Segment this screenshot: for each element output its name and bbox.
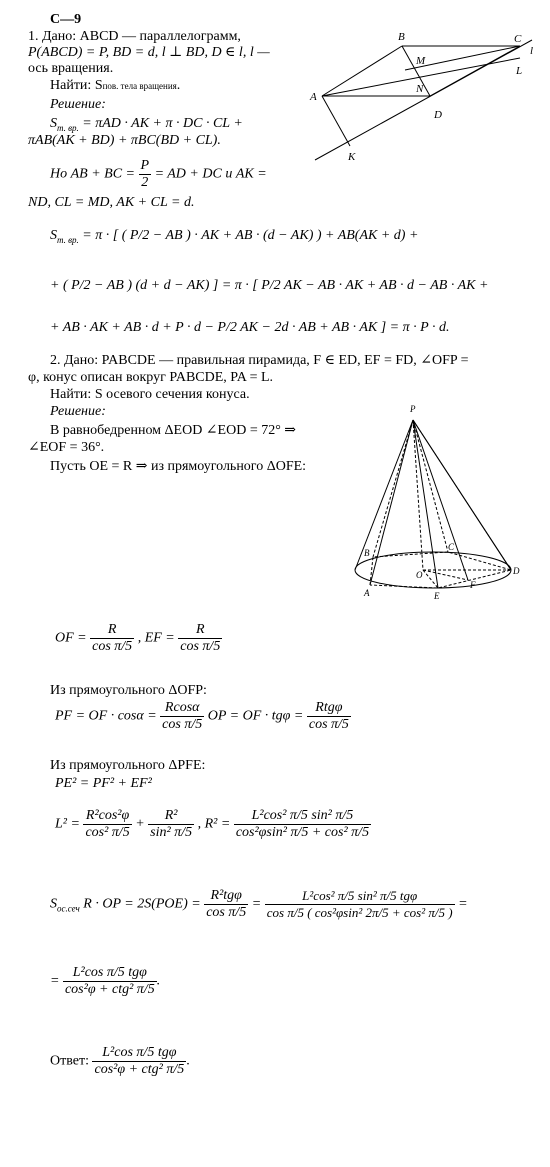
label-L: L [516, 65, 523, 77]
formula-of-ef [55, 622, 222, 655]
label-D2: D [513, 566, 520, 576]
p1-eq-block1: $S_{т. вр.} = \pi$ · [ ( P/2 − AB ) · AK + AB · (d − AK) ) + AB(AK + d) + [50, 228, 419, 245]
eq-sign-3: = [50, 973, 60, 989]
edge-PD [413, 420, 511, 570]
op-label: OP = OF · tgφ = [207, 708, 304, 724]
edge-PC [413, 420, 448, 552]
edge-PA [370, 420, 413, 585]
p2-l2: ∠EOF = 36°. [28, 440, 105, 455]
p1-line1: 1. Дано: ABCD — параллелограмм, [28, 29, 241, 44]
p1-s1a: S [50, 116, 57, 131]
frac-r2tg: $\frac{\text{R²tgφ}}{\text{cos π/5}}$ [206, 888, 247, 920]
ofp-label: Из прямоугольного ΔOFP: [50, 683, 207, 698]
formula-final: = $\frac{\text{L²cos π/5 tgφ}}{\text{cos²φ + ctg² π/5}}$ . [50, 965, 161, 997]
p1-eq-s4: ND, CL = MD, AK + CL = d. [28, 195, 195, 210]
eq-sign: = [251, 896, 262, 912]
label-A: A [310, 91, 317, 103]
figure-cone [348, 402, 518, 602]
ef-label: , EF = [137, 630, 175, 646]
p2-line1: 2. Дано: PABCDE — правильная пирамида, F ∈ ED, EF = FD, ∠OFP = [50, 353, 469, 368]
p1-eq-s2: πAB(AK + BD) + πBC(BD + CL). [28, 133, 221, 148]
formula-l2: L² = $\frac{\text{R²cos²φ}}{\text{cos² π/5}}$ + $\frac{\text{R²}}{\text{sin² π/5}}$ , R² = $\frac{\text{L²cos² π/5 sin² π/5}}{\text{cos²φsin² π/5 + cos² π/5}}$ [55, 808, 370, 840]
sos-b: R · OP = 2S(POE) = [83, 896, 201, 912]
frac-R-cos: $\frac{R}{\text{cos π/5}}$ [92, 622, 133, 654]
formula-sos [50, 888, 468, 921]
label-O: O [416, 570, 423, 580]
pfe-label: Из прямоугольного ΔPFE: [50, 758, 206, 773]
label-l: l [530, 45, 534, 57]
eq-sign-2: = [458, 896, 468, 912]
pe2-eq: PE² = PF² + EF² [55, 776, 152, 791]
label-E: E [434, 591, 440, 601]
p1-s3b: = AD + DC и AK = [154, 166, 267, 182]
sos-sub: ос.сеч [57, 903, 80, 914]
frac-r2cos2phi: $\frac{\text{R²cos²φ}}{\text{cos² π/5}}$ [85, 808, 130, 840]
of-label: OF = [55, 630, 87, 646]
formula-pf-op [55, 700, 351, 733]
label-F: F [470, 580, 476, 590]
label-C: C [514, 33, 522, 45]
label-K: K [348, 151, 356, 163]
sos-label: S [50, 896, 57, 912]
label-N: N [416, 83, 424, 95]
frac-answer: $\frac{\text{L²cos π/5 tgφ}}{\text{cos²φ + ctg² π/5}}$ [94, 1045, 185, 1077]
p1-s3a: Но AB + BC = [50, 166, 135, 182]
p1-line2: P(ABCD) = P, BD = d, l ⊥ BD, D ∈ l, l — [28, 45, 270, 60]
p2-l1: В равнобедренном ΔEOD ∠EOD = 72° ⇒ [50, 423, 297, 438]
frac-r2-sin2: $\frac{\text{R²}}{\text{sin² π/5}}$ [150, 808, 193, 840]
frac-rcosa: $\frac{Rcos\alpha}{\text{cos π/5}}$ [162, 700, 203, 732]
figure-parallelogram [310, 28, 540, 198]
p1-find [50, 78, 180, 94]
p1-eq-block2: + ( P/2 − AB ) (d + d − AK) ] = π · [ P/2 AK − AB · AK + AB · d − AB · AK + [50, 278, 489, 293]
frac-rtg: $\frac{\text{Rtgφ}}{\text{cos π/5}}$ [308, 700, 349, 732]
label-B: B [398, 31, 405, 43]
p1-eq-s3 [50, 158, 267, 191]
p1-find-dot: . [176, 78, 181, 93]
frac-r2-result: $\frac{\text{L²cos² π/5 sin² π/5}}{\text{cos²φsin² π/5 + cos² π/5}}$ [235, 808, 370, 840]
p2-l3: Пусть OE = R ⇒ из прямоугольного ΔOFE: [50, 459, 307, 474]
r2-label: , R² = [197, 816, 231, 832]
height-PO [413, 420, 423, 570]
edge-PE [413, 420, 438, 588]
frac-final: $\frac{\text{L²cos π/5 tgφ}}{\text{cos²φ + ctg² π/5}}$ [64, 965, 155, 997]
edge-PB [373, 420, 413, 557]
p1-line3: ось вращения. [28, 61, 114, 76]
label-P: P [410, 404, 416, 414]
pf-label: PF = OF · cosα = [55, 708, 157, 724]
p1-s1b: = πAD · AK + π · DC · CL + [78, 116, 243, 131]
p1-find-sub: пов. тела вращения [102, 81, 177, 91]
frac-R-cos-2: $\frac{R}{\text{cos π/5}}$ [180, 622, 221, 654]
l2-label: L² = [55, 816, 80, 832]
frac-p-over-2: $\frac{P}{2}$ [140, 158, 150, 190]
label-C2: C [448, 542, 455, 552]
p2-solution-heading: Решение: [50, 404, 106, 419]
p1-eq1: = π · [ ( P/2 − AB ) · AK + AB · (d − AK) ) + AB(AK + d) + [82, 228, 419, 243]
frac-sos-big: $\frac{\text{L²cos² π/5 sin² π/5 tgφ}}{\text{cos π/5 ( cos²φsin² 2π/5 + cos² π/5 )}}$ [266, 888, 453, 920]
answer-line: Ответ: $\frac{\text{L²cos π/5 tgφ}}{\text{cos²φ + ctg² π/5}}$ . [50, 1045, 190, 1077]
section-header: C—9 [50, 12, 82, 27]
p1-find-label: Найти: S [50, 78, 103, 93]
p1-eq-block3: + AB · AK + AB · d + P · d − P/2 AK − 2d · AB + AB · AK ] = π · P · d. [50, 320, 450, 335]
p2-line2: φ, конус описан вокруг PABCDE, PA = L. [28, 370, 274, 385]
label-B2: B [364, 548, 370, 558]
answer-label: Ответ: [50, 1053, 89, 1069]
p2-find: Найти: S осевого сечения конуса. [50, 387, 250, 402]
label-A2: A [364, 588, 370, 598]
segment-AK [322, 96, 350, 146]
p1-s1sub: т. вр. [57, 122, 79, 133]
label-D: D [434, 109, 442, 121]
edge-PF [413, 420, 468, 580]
label-M: M [416, 55, 426, 67]
p1-solution-heading: Решение: [50, 97, 106, 112]
